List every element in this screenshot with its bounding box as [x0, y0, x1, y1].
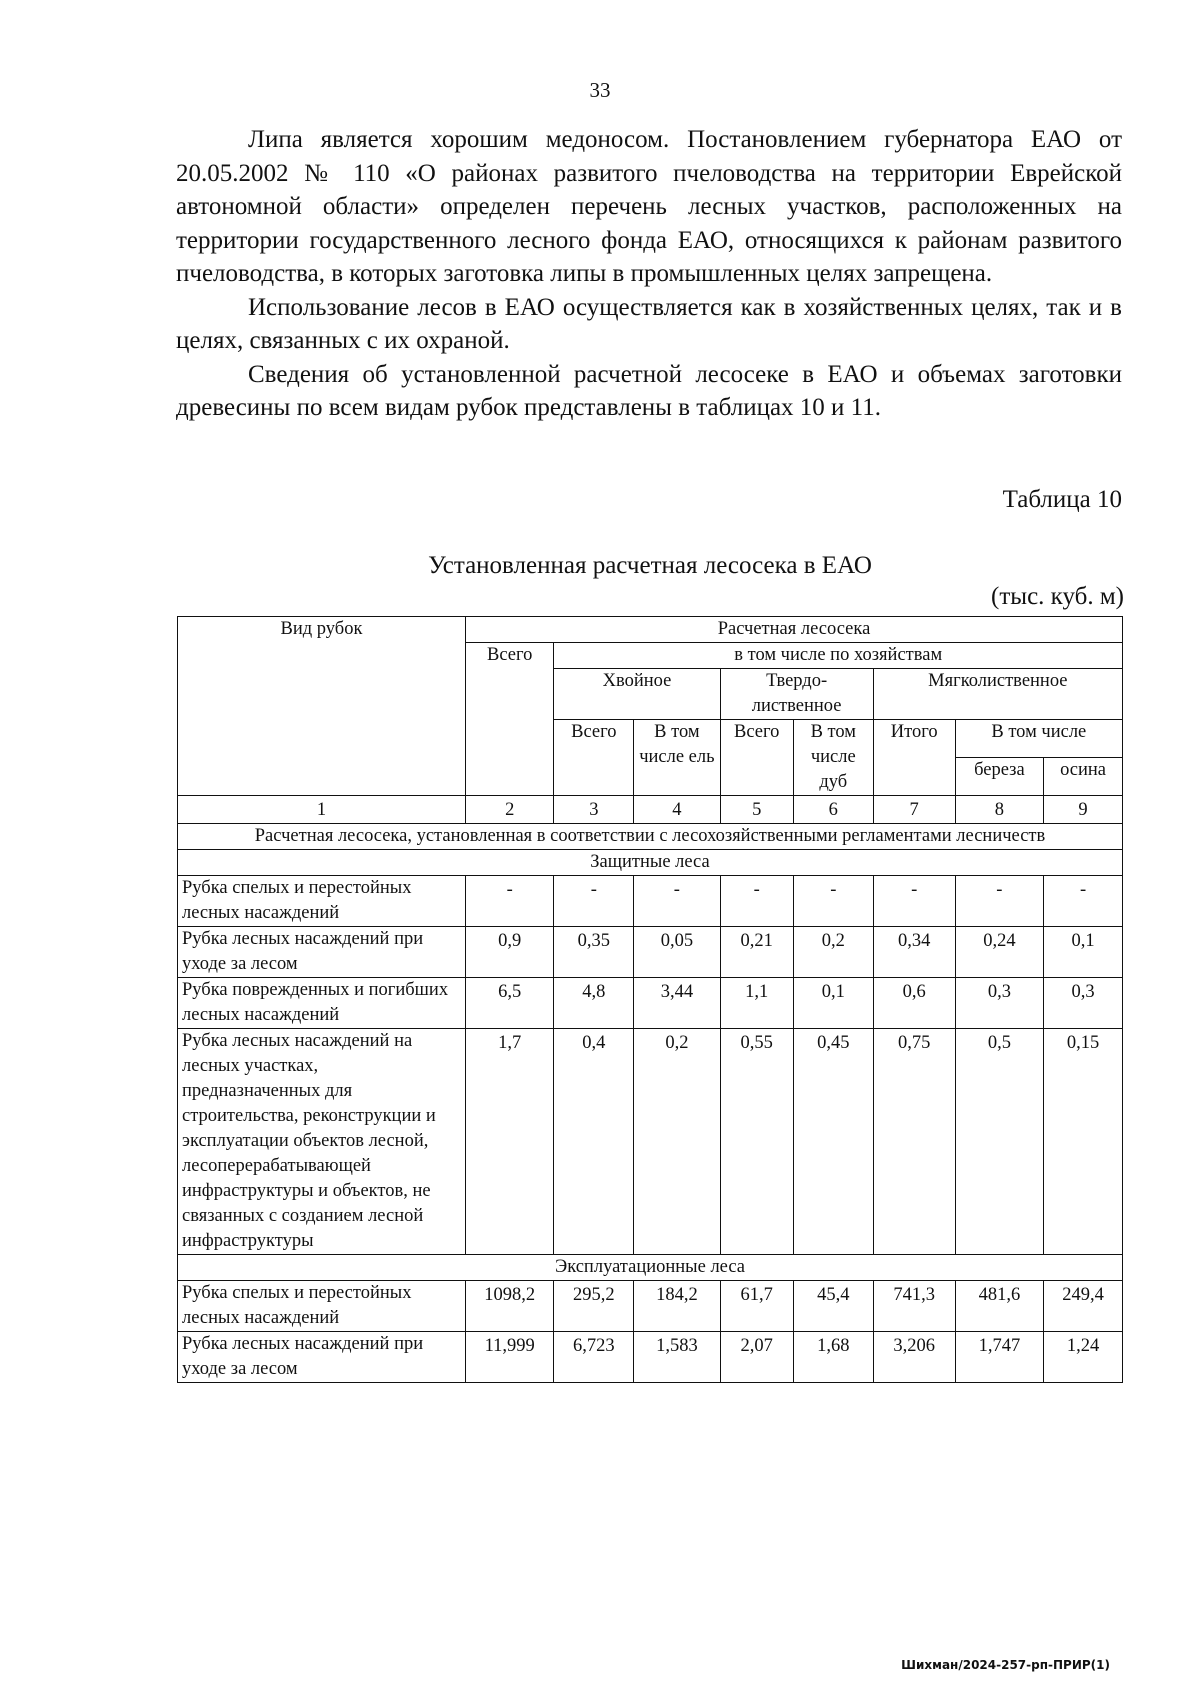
header-po-hozyaystvam: в том числе по хозяйствам: [554, 643, 1123, 669]
column-number: 4: [634, 796, 720, 824]
table-row: [178, 876, 1123, 927]
row-label: Рубка поврежденных и погибших лесных насаждений: [178, 978, 466, 1029]
cell-value: 0,21: [720, 927, 793, 978]
table-row: [178, 1029, 1123, 1255]
cell-value: 249,4: [1044, 1281, 1123, 1332]
header-bereza: береза: [955, 758, 1043, 796]
table-row: [178, 927, 1123, 978]
cell-value: 45,4: [793, 1281, 873, 1332]
cell-value: 2,07: [720, 1332, 793, 1383]
column-number: 3: [554, 796, 634, 824]
table-title: Установленная расчетная лесосека в ЕАО: [428, 552, 872, 579]
cell-value: 1,68: [793, 1332, 873, 1383]
cell-value: 295,2: [554, 1281, 634, 1332]
cell-value: -: [873, 876, 955, 927]
cell-value: 6,5: [466, 978, 554, 1029]
cell-value: 4,8: [554, 978, 634, 1029]
row-label: Рубка спелых и перестойных лесных насаждений: [178, 1281, 466, 1332]
paragraph: Использование лесов в ЕАО осуществляется как в хозяйственных целях, так и в целях, связанных с их охраной.: [176, 293, 1122, 354]
header-raschetnaya: Расчетная лесосека: [466, 617, 1123, 643]
cell-value: 0,55: [720, 1029, 793, 1255]
cell-value: 1,24: [1044, 1332, 1123, 1383]
header-hvoynoe-vsego: Всего: [554, 720, 634, 796]
cell-value: 0,2: [634, 1029, 720, 1255]
cell-value: 61,7: [720, 1281, 793, 1332]
cell-value: 3,206: [873, 1332, 955, 1383]
header-vsego: Всего: [466, 643, 554, 796]
cell-value: 741,3: [873, 1281, 955, 1332]
cell-value: -: [466, 876, 554, 927]
cell-value: -: [793, 876, 873, 927]
cell-value: 1098,2: [466, 1281, 554, 1332]
paragraph: Липа является хорошим медоносом. Постановлением губернатора ЕАО от 20.05.2002 № 110 «О районах развитого пчеловодства на территории Еврейской автономной области» определен перечень лесных участков, расположенных на территории государственного лесного фонда ЕАО, относящихся к районам развитого пчеловодства, в которых заготовка липы в промышленных целях запрещена.: [176, 126, 1122, 287]
table-unit: (тыс. куб. м): [991, 583, 1124, 610]
paragraph: Сведения об установленной расчетной лесосеке в ЕАО и объемах заготовки древесины по всем видам рубок представлены в таблицах 10 и 11.: [176, 360, 1122, 421]
header-tverdo-vsego: Всего: [720, 720, 793, 796]
row-label: Рубка спелых и перестойных лесных насаждений: [178, 876, 466, 927]
cell-value: 481,6: [955, 1281, 1043, 1332]
header-v-tom-chisle: В том числе: [955, 720, 1122, 758]
cell-value: 0,5: [955, 1029, 1043, 1255]
cell-value: 1,747: [955, 1332, 1043, 1383]
header-hvoynoe-el: В том числе ель: [634, 720, 720, 796]
cell-value: 0,05: [634, 927, 720, 978]
cell-value: 1,7: [466, 1029, 554, 1255]
cell-value: 0,3: [1044, 978, 1123, 1029]
cell-value: 0,2: [793, 927, 873, 978]
column-number: 7: [873, 796, 955, 824]
header-vid-rubok: Вид рубок: [178, 617, 466, 796]
row-label: Рубка лесных насаждений на лесных участках, предназначенных для строительства, реконструкции и эксплуатации объектов лесной, лесоперерабатывающей инфраструктуры и объектов, не связанных с созданием лесной инфраструктуры: [178, 1029, 466, 1255]
cell-value: 6,723: [554, 1332, 634, 1383]
header-tverdo-dub: В том числе дуб: [793, 720, 873, 796]
section-protective-heading: Защитные леса: [178, 850, 1123, 876]
column-number: 5: [720, 796, 793, 824]
cell-value: 0,15: [1044, 1029, 1123, 1255]
column-number: 1: [178, 796, 466, 824]
table-row: [178, 1332, 1123, 1383]
cell-value: -: [955, 876, 1043, 927]
column-number: 2: [466, 796, 554, 824]
body-text: [176, 123, 1122, 425]
cell-value: 0,3: [955, 978, 1043, 1029]
header-tverdolistvennoe: Твердо-лиственное: [720, 669, 873, 720]
section-main-heading: Расчетная лесосека, установленная в соответствии с лесохозяйственными регламентами лесничеств: [178, 824, 1123, 850]
header-osina: осина: [1044, 758, 1123, 796]
cell-value: 11,999: [466, 1332, 554, 1383]
lesoseka-table: [177, 616, 1123, 1383]
section-exploitation-heading: Эксплуатационные леса: [178, 1255, 1123, 1281]
cell-value: -: [720, 876, 793, 927]
cell-value: 0,35: [554, 927, 634, 978]
cell-value: 3,44: [634, 978, 720, 1029]
table-label: Таблица 10: [1002, 486, 1122, 513]
header-itogo: Итого: [873, 720, 955, 796]
cell-value: 0,9: [466, 927, 554, 978]
cell-value: -: [634, 876, 720, 927]
cell-value: -: [1044, 876, 1123, 927]
column-number: 6: [793, 796, 873, 824]
column-number: 9: [1044, 796, 1123, 824]
table-row: [178, 1281, 1123, 1332]
cell-value: 1,1: [720, 978, 793, 1029]
cell-value: 0,45: [793, 1029, 873, 1255]
cell-value: 1,583: [634, 1332, 720, 1383]
cell-value: 0,4: [554, 1029, 634, 1255]
row-label: Рубка лесных насаждений при уходе за лесом: [178, 927, 466, 978]
header-myagkolistvennoe: Мягколиственное: [873, 669, 1122, 720]
table-row: [178, 978, 1123, 1029]
cell-value: 0,6: [873, 978, 955, 1029]
cell-value: 0,34: [873, 927, 955, 978]
header-hvoynoe: Хвойное: [554, 669, 720, 720]
cell-value: 0,24: [955, 927, 1043, 978]
page-number: 33: [589, 78, 611, 102]
cell-value: 0,1: [1044, 927, 1123, 978]
column-number: 8: [955, 796, 1043, 824]
row-label: Рубка лесных насаждений при уходе за лесом: [178, 1332, 466, 1383]
cell-value: 0,75: [873, 1029, 955, 1255]
footer-document-id: Шихман/2024-257-рп-ПРИР(1): [901, 1658, 1110, 1672]
cell-value: 184,2: [634, 1281, 720, 1332]
cell-value: -: [554, 876, 634, 927]
cell-value: 0,1: [793, 978, 873, 1029]
